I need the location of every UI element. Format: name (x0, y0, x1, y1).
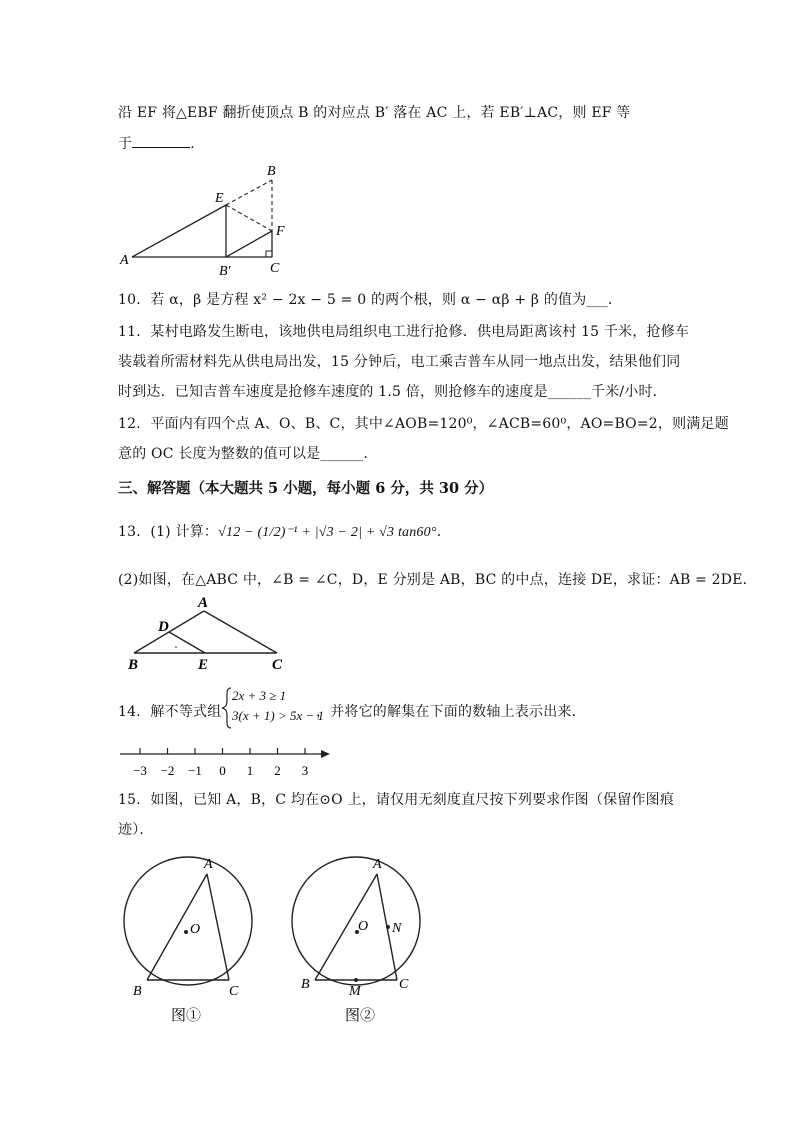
axis-arrow (321, 750, 330, 758)
figure-1-caption: 图① (171, 1008, 202, 1024)
q13-part1 (118, 522, 451, 543)
q13-part2: (2)如图，在△ABC 中，∠B = ∠C，D，E 分别是 AB，BC 的中点，连接 DE，求证：AB = 2DE． (118, 572, 757, 588)
label-C: C (272, 657, 283, 673)
tick-label: 3 (301, 763, 309, 778)
q15-line2: 迹）． (118, 822, 154, 838)
label-A: A (198, 595, 209, 611)
tick-marks (140, 748, 305, 754)
q11-line2: 装载着所需材料先从供电局出发，15 分钟后，电工乘吉普车从同一地点出发，结果他们同 (118, 354, 681, 370)
right-angle-mark (266, 251, 272, 257)
label-C: C (399, 977, 409, 992)
section-heading: 三、解答题（本大题共 5 小题，每小题 6 分，共 30 分） (118, 480, 494, 497)
q13-part1-label: 13．(1) 计算： (118, 524, 219, 540)
figure-2-caption: 图② (345, 1008, 376, 1024)
segment-AE (132, 205, 226, 257)
q9-line1: 沿 EF 将△EBF 翻折使顶点 B 的对应点 B′ 落在 AC 上，若 EB′⊥AC，则 EF 等 (118, 105, 631, 121)
q15-line1: 15．如图，已知 A，B，C 均在⊙O 上，请仅用无刻度直尺按下列要求作图（保留作图痕 (118, 792, 675, 808)
circle-O (124, 857, 252, 985)
label-A: A (204, 857, 213, 872)
label-B: B (301, 977, 310, 992)
number-line (118, 744, 338, 780)
tick-label: 1 (246, 763, 254, 778)
label-O: O (190, 922, 201, 937)
segment-EF-dashed (226, 205, 272, 231)
tick-label: −2 (160, 763, 175, 778)
q9-answer-blank (132, 133, 190, 148)
q10-text: 10．若 α，β 是方程 x² − 2x − 5 = 0 的两个根，则 α − αβ + β 的值为___． (118, 292, 623, 308)
midpoint-N (386, 925, 390, 929)
center-point (184, 930, 188, 934)
q12-line2: 意的 OC 长度为整数的值可以是______． (118, 446, 378, 462)
q14-prefix: 14．解不等式组 (118, 704, 222, 720)
label-C: C (270, 261, 280, 276)
segment-DE (169, 632, 205, 653)
q14-suffix: ，并将它的解集在下面的数轴上表示出来． (316, 704, 586, 720)
q11-line1: 11．某村电路发生断电，该地供电局组织电工进行抢修．供电局距离该村 15 千米，抢修车 (118, 324, 690, 340)
label-B: B (133, 984, 142, 999)
tick-label: −3 (133, 763, 147, 778)
label-M: M (349, 984, 361, 999)
segment-EB-dashed (226, 180, 272, 205)
midpoint-M (354, 978, 358, 982)
label-E: E (215, 191, 224, 206)
label-B-prime: B′ (219, 264, 231, 279)
label-A: A (120, 253, 129, 268)
label-B: B (128, 657, 139, 673)
segment-AC (204, 611, 277, 653)
label-A: A (373, 857, 382, 872)
tick-label: −1 (188, 763, 202, 778)
segment-B-prime-F (226, 231, 272, 257)
q13-triangle-figure (122, 594, 292, 674)
stray-dot (175, 646, 177, 648)
q12-line1: 12．平面内有四个点 A、O、B、C，其中∠AOB=120⁰，∠ACB=60⁰，AO=BO=2，则满足题 (118, 416, 729, 432)
tick-label: 0 (219, 763, 226, 778)
label-B: B (267, 164, 276, 179)
q9-suffix: ． (190, 136, 205, 152)
label-D: D (158, 619, 169, 635)
q13-part1-expression: √12 − (1/2)⁻¹ + |√3 − 2| + √3 tan60°． (218, 525, 451, 540)
tick-labels (133, 763, 308, 778)
label-F: F (276, 224, 285, 239)
inequality-1: 2x + 3 ≥ 1 (232, 688, 287, 703)
label-C: C (229, 984, 239, 999)
q9-triangle-figure (112, 160, 302, 280)
q9-line2 (118, 133, 204, 154)
inequality-2: 3(x + 1) > 5x − 1 (232, 708, 325, 723)
q11-line3: 时到达．已知吉普车速度是抢修车速度的 1.5 倍，则抢修车的速度是______千米/小时． (118, 384, 667, 400)
figure-1-circle (115, 850, 275, 1030)
q9-prefix: 于 (118, 136, 133, 152)
label-O: O (358, 919, 369, 934)
label-E: E (198, 657, 209, 673)
figure-2-circle (285, 850, 455, 1030)
label-N: N (392, 921, 402, 936)
tick-label: 2 (274, 763, 281, 778)
chord-AC (207, 874, 229, 980)
